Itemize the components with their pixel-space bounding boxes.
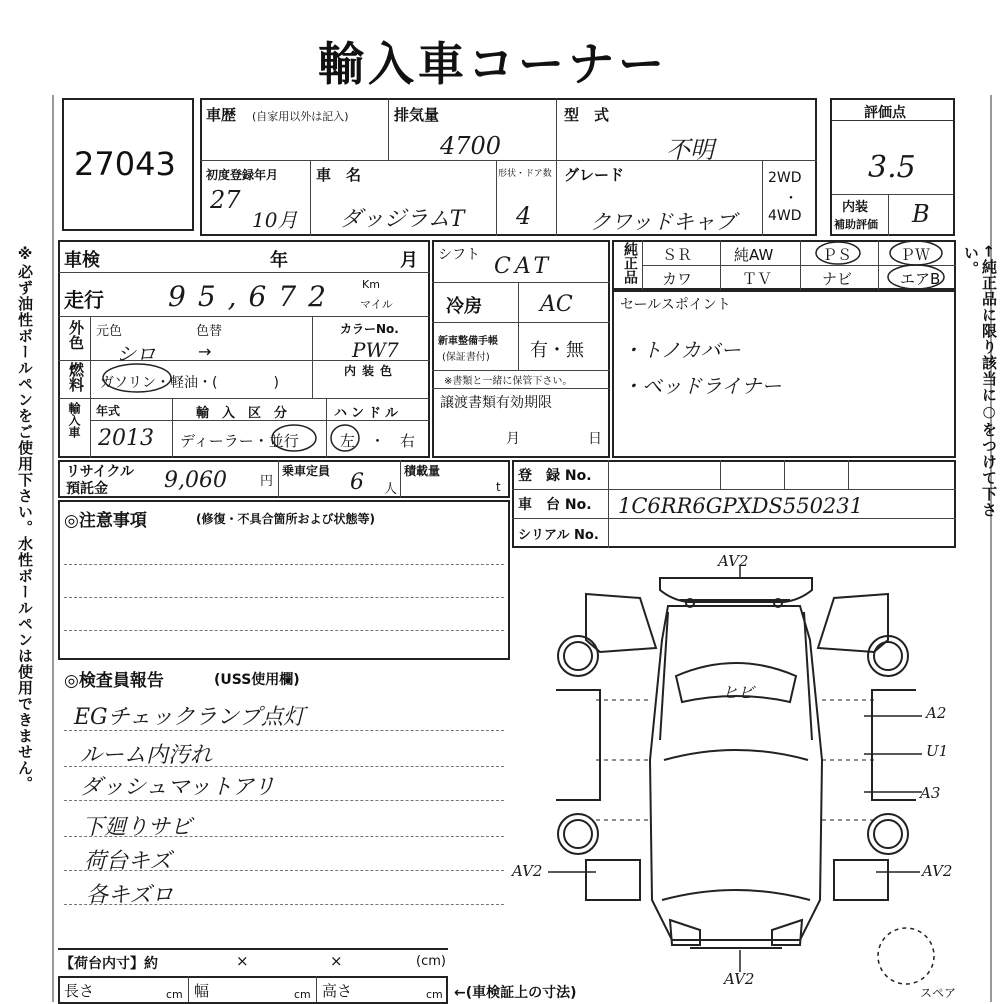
inspector-line-2: ルーム内汚れ	[80, 743, 213, 768]
bed-x1: ×	[236, 952, 249, 970]
load-label: 積載量	[404, 464, 441, 478]
mark-right-3: A3	[920, 784, 941, 802]
option-sr: ＳＲ	[662, 246, 693, 264]
capacity-unit: 人	[384, 482, 398, 497]
option-ps: ＰＳ	[822, 246, 853, 264]
inspection-month: 月	[400, 250, 418, 271]
mark-left-rear: AV2	[512, 862, 543, 880]
notes-label: ◎注意事項	[64, 511, 147, 531]
doors-value: 4	[516, 202, 532, 230]
fuel-value: ガソリン・軽油・( )	[100, 375, 279, 391]
dims-box	[58, 976, 448, 1004]
page-title: 輸入車コーナー	[318, 37, 668, 91]
score-label: 評価点	[864, 105, 906, 121]
inspector-label: ◎検査員報告	[64, 671, 164, 691]
registration-label: 登 録 No.	[518, 468, 592, 484]
option-airbag: エアB	[900, 270, 941, 288]
dims-width: 幅	[194, 982, 210, 1000]
first-reg-year: 27	[210, 186, 241, 214]
warranty-label: 新車整備手帳	[438, 336, 498, 347]
import-type-value: ディーラー・並行	[180, 432, 299, 450]
recycle-label2: 預託金	[66, 481, 108, 497]
inspector-sub: (USS使用欄)	[214, 672, 300, 688]
ac-value: AC	[540, 292, 573, 317]
inspection-label: 車検	[64, 250, 100, 271]
dims-note: ←(車検証上の寸法)	[454, 985, 577, 1001]
capacity-value: 6	[350, 470, 364, 495]
dims-length-cm: cm	[166, 988, 183, 1001]
interior-color-label: 内装色	[344, 364, 399, 378]
displacement-label: 排気量	[394, 106, 440, 124]
bed-label: 【荷台内寸】約	[60, 956, 158, 972]
serial-label: シリアル No.	[518, 528, 599, 543]
mileage-label: 走行	[64, 288, 104, 312]
exterior-repaint: 色替	[196, 324, 223, 339]
model-value: 不明	[666, 136, 714, 164]
notes-sub: (修復・不具合箇所および状態等)	[196, 512, 375, 526]
mileage-unit-km: Km	[362, 278, 380, 291]
interior-score-label2: 補助評価	[834, 218, 878, 231]
load-unit: t	[496, 480, 501, 494]
score-value: 3.5	[868, 150, 916, 185]
recycle-value: 9,060	[164, 468, 227, 493]
car-name-value: ダッジラムT	[340, 207, 465, 232]
dims-width-cm: cm	[294, 988, 311, 1001]
handle-value: 左 ・ 右	[340, 432, 416, 450]
mark-right-2: U1	[926, 742, 949, 760]
bed-unit: (cm)	[416, 954, 446, 969]
drive-2wd: 2WD	[768, 170, 802, 186]
grade-value: クワッドキャブ	[590, 210, 736, 234]
recycle-unit: 円	[260, 474, 274, 489]
import-car-label: 輸入車	[67, 402, 81, 438]
sales-point-1: ・トノカバー	[622, 338, 741, 362]
car-name-label: 車 名	[316, 166, 362, 184]
mark-right-1: A2	[926, 704, 947, 722]
import-type-label: 輸 入 区 分	[196, 406, 288, 421]
spare-label: スペア	[920, 986, 957, 1000]
doors-label: 形状・ドア数	[498, 169, 552, 179]
fuel-label: 燃料	[67, 362, 85, 392]
transfer-day: 日	[588, 431, 602, 447]
shift-value: CAT	[494, 254, 553, 279]
import-year-value: 2013	[98, 426, 154, 451]
inspection-year: 年	[270, 250, 288, 271]
side-note-left: ※必ず油性ボールペンをご使用下さい。水性ボールペンは使用できません。	[16, 245, 34, 792]
side-note-right: ←純正品に限り該当に○をつけて下さい。	[962, 245, 998, 518]
warranty-note: ※書類と一緒に保管下さい。	[444, 376, 573, 387]
lot-number: 27043	[74, 145, 176, 183]
interior-score-label1: 内装	[842, 200, 869, 215]
ac-label: 冷房	[446, 296, 482, 317]
drive-4wd: 4WD	[768, 208, 802, 224]
mileage-unit-mile: マイル	[360, 298, 393, 311]
capacity-label: 乗車定員	[282, 464, 331, 478]
inspector-line-6: 各キズロ	[86, 883, 174, 908]
sales-points-label: セールスポイント	[620, 297, 731, 313]
warranty-value: 有・無	[530, 340, 584, 361]
mark-right-rear: AV2	[922, 862, 953, 880]
displacement-value: 4700	[440, 132, 502, 160]
shift-label: シフト	[438, 247, 480, 263]
exterior-value: シロ	[116, 342, 156, 366]
dims-length: 長さ	[64, 982, 95, 1000]
interior-score-value: B	[912, 200, 930, 228]
recycle-label1: リサイクル	[66, 464, 135, 480]
mark-bottom: AV2	[724, 970, 755, 988]
model-label: 型 式	[564, 106, 610, 124]
mark-top: AV2	[718, 552, 749, 570]
inspector-line-3: ダッシュマットアリ	[80, 775, 276, 800]
chassis-label: 車 台 No.	[518, 497, 592, 513]
drive-dot: ・	[784, 191, 798, 207]
bed-x2: ×	[330, 952, 343, 970]
inspector-line-4: 下廻りサビ	[82, 815, 193, 840]
exterior-orig: 元色	[96, 324, 123, 339]
color-no-label: カラーNo.	[340, 322, 399, 336]
option-pw: ＰＷ	[900, 246, 931, 264]
first-reg-label: 初度登録年月	[206, 168, 279, 182]
sales-point-2: ・ベッドライナー	[622, 374, 782, 398]
history-label: 車歴	[206, 106, 237, 124]
option-navi: ナビ	[822, 270, 853, 288]
import-year-label: 年式	[96, 404, 121, 418]
inspector-line-1: EGチェックランプ点灯	[74, 705, 305, 730]
grade-label: グレード	[564, 166, 625, 184]
transfer-month: 月	[506, 431, 520, 447]
dims-height: 高さ	[322, 982, 353, 1000]
history-sub: (自家用以外は記入)	[252, 110, 349, 123]
color-no-value: PW7	[352, 338, 399, 362]
option-tv: ＴＶ	[742, 270, 773, 288]
warranty-sub: (保証書付)	[442, 352, 490, 363]
transfer-label: 譲渡書類有効期限	[440, 395, 552, 411]
genuine-label: 純正品	[622, 242, 638, 284]
mileage-value: 95,672	[168, 280, 338, 313]
dims-height-cm: cm	[426, 988, 443, 1001]
handle-label: ハンドル	[334, 406, 403, 421]
exterior-label: 外色	[67, 320, 85, 350]
first-reg-month: 10月	[252, 208, 298, 232]
option-leather: カワ	[662, 270, 693, 288]
mark-windshield: ヒビ	[722, 683, 755, 702]
option-aw: 純AW	[734, 246, 774, 264]
chassis-value: 1C6RR6GPXDS550231	[618, 494, 864, 518]
exterior-arrow: →	[198, 342, 212, 361]
inspector-line-5: 荷台キズ	[84, 849, 172, 874]
